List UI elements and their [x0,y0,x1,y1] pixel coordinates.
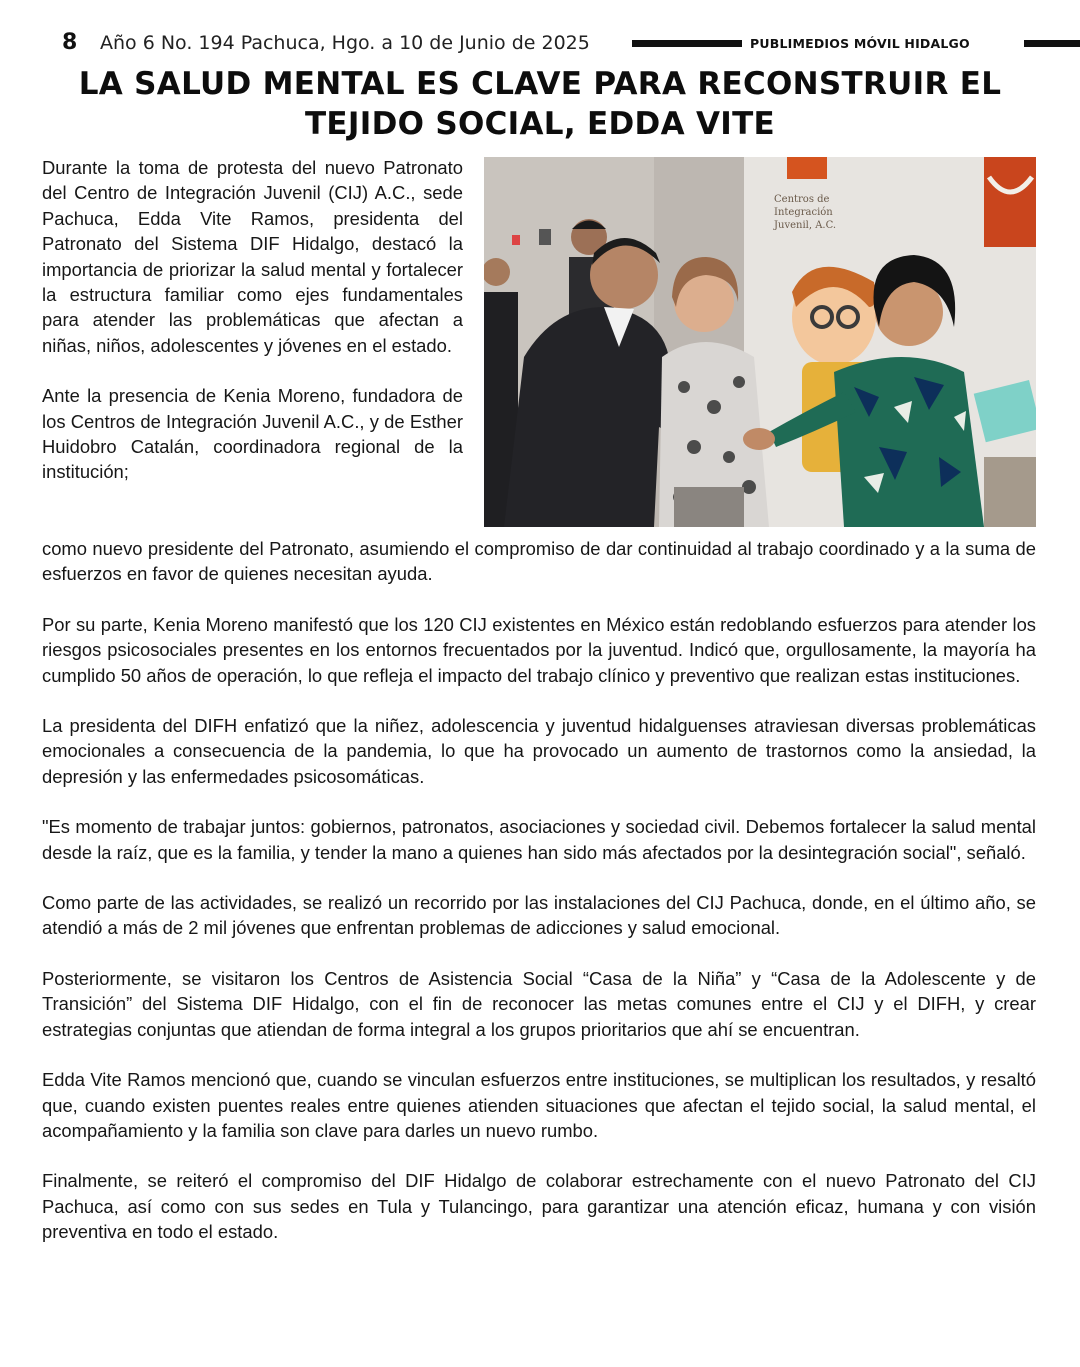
lead-paragraph-1: Durante la toma de protesta del nuevo Patronato del Centro de Integración Juvenil (CIJ) A.C., sede Pachuca, Edda Vite Ramos, presidenta del Patronato del Sistema DIF Hidalgo, destacó la importancia de priorizar la salud mental y fortalecer la estructura familiar como ejes fundamentales para atender las problemáticas que afectan a niñas, niños, adolescentes y jóvenes en el estado. [42,157,463,356]
cij-logo-right [984,157,1036,247]
issue-info: Año 6 No. 194 Pachuca, Hgo. a 10 de Junio de 2025 [100,32,590,54]
event-photo-illustration [484,157,1036,527]
body-paragraph-6: Posteriormente, se visitaron los Centros de Asistencia Social “Casa de la Niña” y “Casa de la Adolescente y de Transición” del Sistema DIF Hidalgo, con el fin de reconocer las metas comunes entre el CIJ y el DIFH, y crear estrategias conjuntas que atiendan de forma integral a los grupos prioritarios que ahí se encuentran. [42,967,1036,1040]
body-paragraph-7: Edda Vite Ramos mencionó que, cuando se vinculan esfuerzos entre instituciones, se multiplican los resultados, y resaltó que, cuando existen puentes reales entre quienes atienden situaciones que afectan el tejido social, la salud mental, el acompañamiento y la familia son clave para darles un nuevo rumbo. [42,1069,1036,1141]
body-paragraph-8: Finalmente, se reiteró el compromiso del DIF Hidalgo de colaborar estrechamente con el nuevo Patronato del CIJ Pachuca, así como con sus sedes en Tula y Tulancingo, para garantizar una atención eficaz, humana y con visión preventiva en todo el estado. [42,1170,1036,1243]
page-header [0,26,1080,60]
body-paragraph-1: como nuevo presidente del Patronato, asumiendo el compromiso de dar continuidad al trabajo coordinado y a la suma de esfuerzos en favor de quienes necesitan ayuda. [42,538,1036,585]
lead-column [42,155,463,485]
photo-sign-text: Centros de Integración Juvenil, A.C. [774,194,837,231]
header-rule-left [632,40,742,47]
page-number: 8 [62,30,78,55]
lead-paragraph-2: Ante la presencia de Kenia Moreno, fundadora de los Centros de Integración Juvenil A.C., y de Esther Huidobro Catalán, coordinadora regional de la institución; [42,385,463,483]
article-body [42,536,1036,1270]
body-paragraph-4: "Es momento de trabajar juntos: gobiernos, patronatos, asociaciones y sociedad civil. Debemos fortalecer la salud mental desde la raíz, que es la familia, y tender la mano a quienes han sido más afectados por la desintegración social", señaló. [42,816,1036,863]
article-photo [484,157,1036,527]
body-paragraph-5: Como parte de las actividades, se realizó un recorrido por las instalaciones del CIJ Pachuca, donde, en el último año, se atendió a más de 2 mil jóvenes que enfrentan problemas de adicciones y salud emocional. [42,892,1036,939]
header-rule-right [1024,40,1080,47]
article-headline: LA SALUD MENTAL ES CLAVE PARA RECONSTRUIR EL TEJIDO SOCIAL, EDDA VITE [78,66,1002,142]
cij-logo-top [787,157,827,179]
body-paragraph-3: La presidenta del DIFH enfatizó que la niñez, adolescencia y juventud hidalguenses atraviesan diversas problemáticas emocionales a consecuencia de la pandemia, lo que ha provocado un aumento de trastornos como la ansiedad, la depresión y las enfermedades psicosomáticas. [42,715,1036,787]
body-paragraph-2: Por su parte, Kenia Moreno manifestó que los 120 CIJ existentes en México están redoblando esfuerzos para atender los riesgos psicosociales presentes en los entornos frecuentados por la juventud. Indicó que, orgullosamente, la mayoría ha cumplido 50 años de operación, lo que refleja el impacto del trabajo clínico y preventivo que realizan estas instituciones. [42,613,1036,686]
publisher-name: PUBLIMEDIOS MÓVIL HIDALGO [750,36,970,51]
